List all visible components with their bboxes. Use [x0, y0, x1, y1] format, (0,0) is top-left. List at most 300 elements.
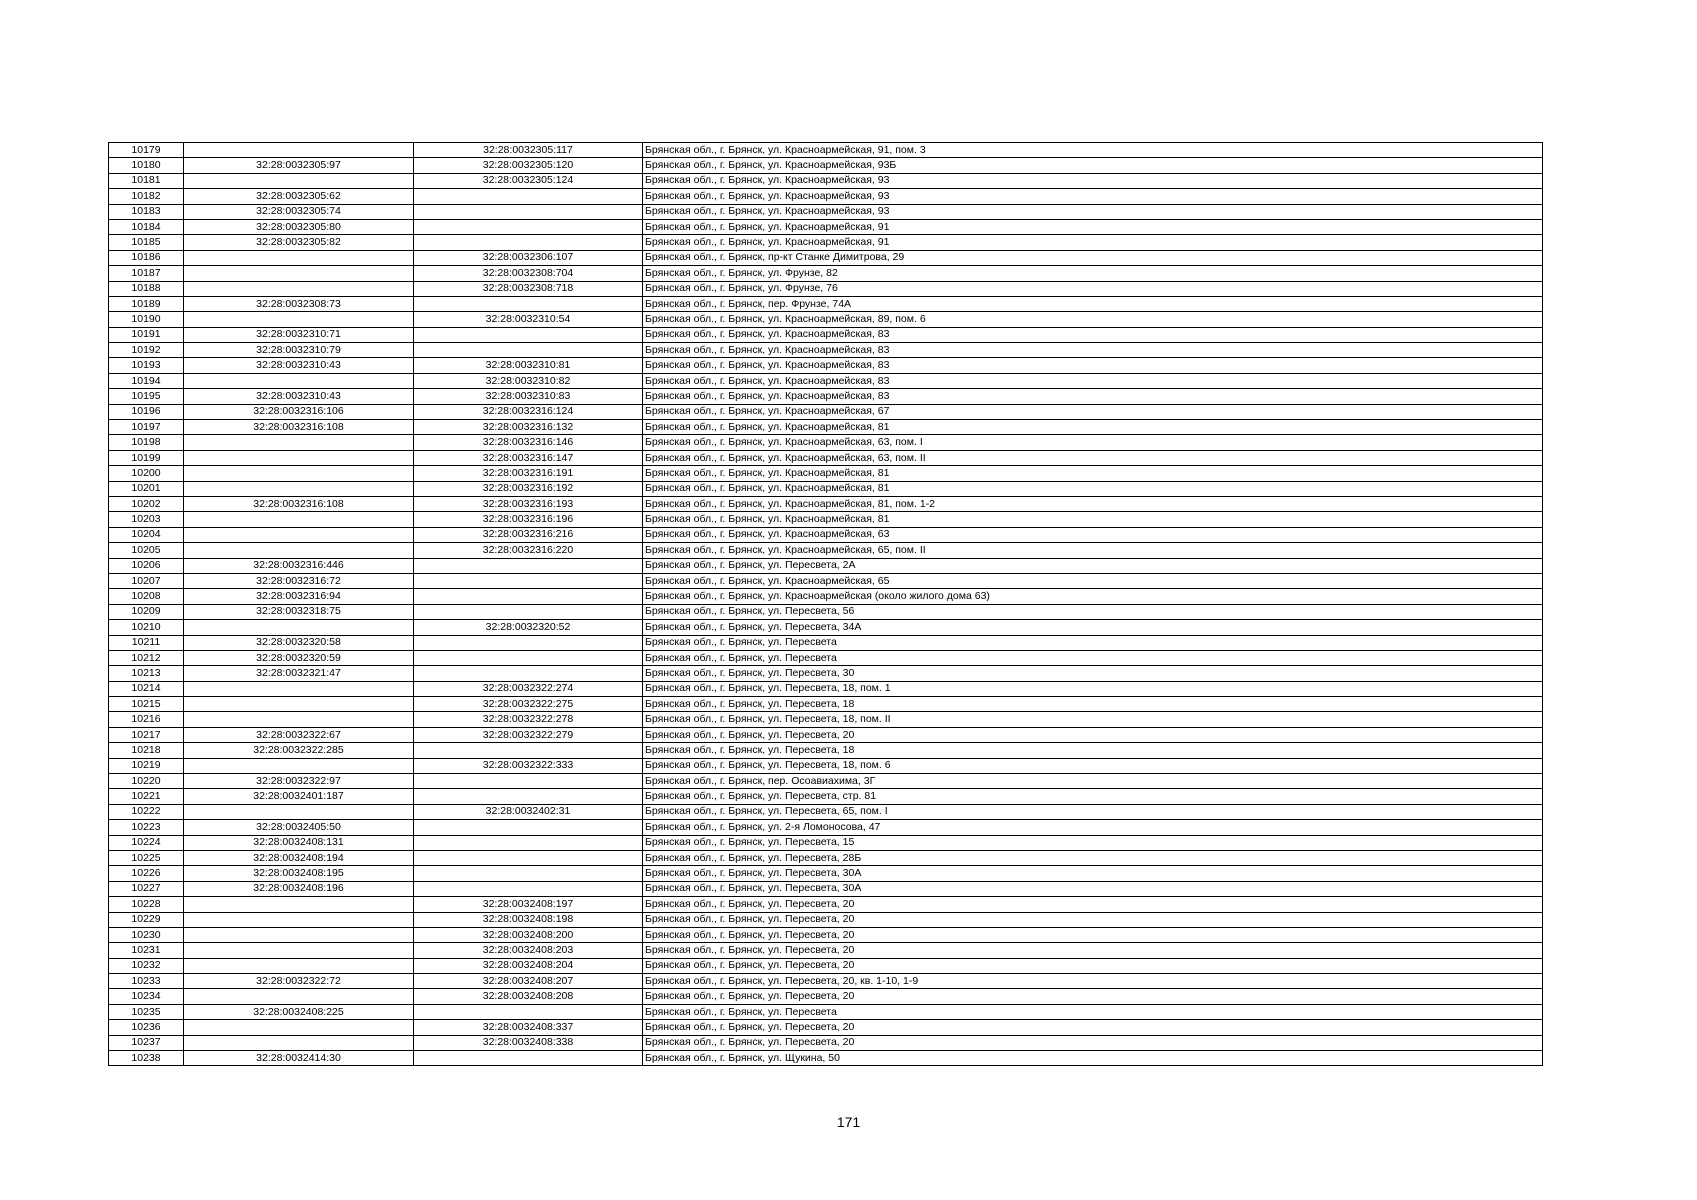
- address-cell: Брянская обл., г. Брянск, ул. Пересвета, 56: [643, 604, 1543, 619]
- row-number: 10221: [109, 789, 184, 804]
- table-row: [109, 589, 1543, 604]
- cadastral-number: 32:28:0032408:131: [184, 835, 414, 850]
- cadastral-number: 32:28:0032305:74: [184, 204, 414, 219]
- object-cadastral-number: [414, 650, 643, 665]
- address-cell: Брянская обл., г. Брянск, ул. Красноармейская, 63, пом. II: [643, 450, 1543, 465]
- row-number: 10180: [109, 158, 184, 173]
- table-row: [109, 897, 1543, 912]
- row-number: 10211: [109, 635, 184, 650]
- object-cadastral-number: 32:28:0032320:52: [414, 620, 643, 635]
- cadastral-number: [184, 250, 414, 265]
- table-row: [109, 235, 1543, 250]
- object-cadastral-number: 32:28:0032408:204: [414, 958, 643, 973]
- table-row: [109, 1035, 1543, 1050]
- cadastral-number: [184, 697, 414, 712]
- row-number: 10196: [109, 404, 184, 419]
- cadastral-number: [184, 897, 414, 912]
- address-cell: Брянская обл., г. Брянск, ул. Красноармейская, 83: [643, 373, 1543, 388]
- object-cadastral-number: [414, 327, 643, 342]
- row-number: 10214: [109, 681, 184, 696]
- object-cadastral-number: [414, 189, 643, 204]
- cadastral-number: [184, 943, 414, 958]
- row-number: 10217: [109, 727, 184, 742]
- row-number: 10223: [109, 820, 184, 835]
- row-number: 10189: [109, 296, 184, 311]
- table-row: [109, 989, 1543, 1004]
- object-cadastral-number: 32:28:0032310:83: [414, 389, 643, 404]
- table-row: [109, 173, 1543, 188]
- address-cell: Брянская обл., г. Брянск, ул. Красноармейская, 81: [643, 512, 1543, 527]
- row-number: 10188: [109, 281, 184, 296]
- row-number: 10233: [109, 974, 184, 989]
- address-cell: Брянская обл., г. Брянск, ул. Пересвета, 65, пом. I: [643, 804, 1543, 819]
- address-cell: Брянская обл., г. Брянск, ул. Красноармейская, 67: [643, 404, 1543, 419]
- object-cadastral-number: [414, 881, 643, 896]
- cadastral-number: [184, 712, 414, 727]
- address-cell: Брянская обл., г. Брянск, ул. Фрунзе, 76: [643, 281, 1543, 296]
- row-number: 10231: [109, 943, 184, 958]
- table-row: [109, 481, 1543, 496]
- object-cadastral-number: [414, 589, 643, 604]
- table-row: [109, 820, 1543, 835]
- cadastral-number: [184, 527, 414, 542]
- object-cadastral-number: 32:28:0032408:337: [414, 1020, 643, 1035]
- cadastral-number: 32:28:0032316:106: [184, 404, 414, 419]
- row-number: 10216: [109, 712, 184, 727]
- object-cadastral-number: 32:28:0032310:54: [414, 312, 643, 327]
- row-number: 10222: [109, 804, 184, 819]
- object-cadastral-number: 32:28:0032305:117: [414, 143, 643, 158]
- address-cell: Брянская обл., г. Брянск, ул. Красноармейская, 81: [643, 481, 1543, 496]
- table-row: [109, 881, 1543, 896]
- cadastral-number: 32:28:0032320:59: [184, 650, 414, 665]
- cadastral-number: 32:28:0032322:285: [184, 743, 414, 758]
- row-number: 10215: [109, 697, 184, 712]
- address-cell: Брянская обл., г. Брянск, ул. Пересвета, 20: [643, 897, 1543, 912]
- table-row: [109, 943, 1543, 958]
- table-row: [109, 266, 1543, 281]
- cadastral-number: 32:28:0032318:75: [184, 604, 414, 619]
- row-number: 10226: [109, 866, 184, 881]
- address-cell: Брянская обл., г. Брянск, ул. Пересвета, 34А: [643, 620, 1543, 635]
- table-row: [109, 373, 1543, 388]
- address-cell: Брянская обл., г. Брянск, ул. Пересвета, 20: [643, 912, 1543, 927]
- cadastral-number: 32:28:0032305:97: [184, 158, 414, 173]
- address-cell: Брянская обл., г. Брянск, ул. Красноармейская, 93: [643, 173, 1543, 188]
- object-cadastral-number: 32:28:0032408:200: [414, 927, 643, 942]
- cadastral-number: 32:28:0032408:195: [184, 866, 414, 881]
- row-number: 10187: [109, 266, 184, 281]
- table-row: [109, 727, 1543, 742]
- object-cadastral-number: 32:28:0032305:124: [414, 173, 643, 188]
- table-row: [109, 420, 1543, 435]
- row-number: 10219: [109, 758, 184, 773]
- cadastral-number: 32:28:0032316:72: [184, 573, 414, 588]
- row-number: 10208: [109, 589, 184, 604]
- table-row: [109, 635, 1543, 650]
- object-cadastral-number: 32:28:0032408:203: [414, 943, 643, 958]
- table-row: [109, 466, 1543, 481]
- cadastral-number: 32:28:0032322:72: [184, 974, 414, 989]
- row-number: 10238: [109, 1051, 184, 1066]
- address-cell: Брянская обл., г. Брянск, ул. Пересвета, 20: [643, 989, 1543, 1004]
- address-cell: Брянская обл., г. Брянск, ул. Пересвета, 30: [643, 666, 1543, 681]
- table-row: [109, 758, 1543, 773]
- address-cell: Брянская обл., г. Брянск, ул. Пересвета, 18, пом. II: [643, 712, 1543, 727]
- object-cadastral-number: 32:28:0032316:192: [414, 481, 643, 496]
- address-cell: Брянская обл., г. Брянск, ул. Фрунзе, 82: [643, 266, 1543, 281]
- cadastral-number: [184, 804, 414, 819]
- cadastral-number: [184, 912, 414, 927]
- table-row: [109, 450, 1543, 465]
- table-row: [109, 789, 1543, 804]
- object-cadastral-number: 32:28:0032322:275: [414, 697, 643, 712]
- table-row: [109, 327, 1543, 342]
- object-cadastral-number: 32:28:0032308:718: [414, 281, 643, 296]
- table-row: [109, 281, 1543, 296]
- table-row: [109, 204, 1543, 219]
- cadastral-number: 32:28:0032408:194: [184, 850, 414, 865]
- table-row: [109, 604, 1543, 619]
- row-number: 10191: [109, 327, 184, 342]
- cadastral-number: 32:28:0032322:67: [184, 727, 414, 742]
- address-cell: Брянская обл., г. Брянск, ул. Красноармейская, 83: [643, 389, 1543, 404]
- address-cell: Брянская обл., г. Брянск, ул. Красноармейская, 83: [643, 327, 1543, 342]
- cadastral-number: 32:28:0032316:108: [184, 496, 414, 511]
- object-cadastral-number: [414, 774, 643, 789]
- cadastral-number: [184, 758, 414, 773]
- row-number: 10203: [109, 512, 184, 527]
- row-number: 10207: [109, 573, 184, 588]
- cadastral-number: 32:28:0032316:94: [184, 589, 414, 604]
- address-cell: Брянская обл., г. Брянск, ул. Пересвета, 20: [643, 1035, 1543, 1050]
- address-cell: Брянская обл., г. Брянск, ул. Пересвета, 2А: [643, 558, 1543, 573]
- address-cell: Брянская обл., г. Брянск, ул. Красноармейская, 91: [643, 235, 1543, 250]
- table-row: [109, 312, 1543, 327]
- address-cell: Брянская обл., г. Брянск, ул. Пересвета, 20: [643, 727, 1543, 742]
- object-cadastral-number: [414, 820, 643, 835]
- table-row: [109, 189, 1543, 204]
- address-cell: Брянская обл., г. Брянск, пр-кт Станке Димитрова, 29: [643, 250, 1543, 265]
- table-row: [109, 1020, 1543, 1035]
- object-cadastral-number: 32:28:0032316:124: [414, 404, 643, 419]
- address-cell: Брянская обл., г. Брянск, ул. Красноармейская, 81: [643, 420, 1543, 435]
- address-cell: Брянская обл., г. Брянск, ул. Красноармейская, 93Б: [643, 158, 1543, 173]
- cadastral-number: 32:28:0032316:446: [184, 558, 414, 573]
- row-number: 10206: [109, 558, 184, 573]
- object-cadastral-number: [414, 219, 643, 234]
- row-number: 10185: [109, 235, 184, 250]
- address-cell: Брянская обл., г. Брянск, ул. Пересвета, стр. 81: [643, 789, 1543, 804]
- table-row: [109, 219, 1543, 234]
- object-cadastral-number: 32:28:0032316:220: [414, 543, 643, 558]
- object-cadastral-number: [414, 204, 643, 219]
- row-number: 10192: [109, 343, 184, 358]
- address-cell: Брянская обл., г. Брянск, ул. Красноармейская, 83: [643, 358, 1543, 373]
- address-cell: Брянская обл., г. Брянск, ул. Пересвета, 18, пом. 6: [643, 758, 1543, 773]
- cadastral-number: 32:28:0032305:62: [184, 189, 414, 204]
- row-number: 10236: [109, 1020, 184, 1035]
- object-cadastral-number: [414, 1004, 643, 1019]
- object-cadastral-number: 32:28:0032316:196: [414, 512, 643, 527]
- table-row: [109, 912, 1543, 927]
- object-cadastral-number: [414, 850, 643, 865]
- table-row: [109, 681, 1543, 696]
- row-number: 10230: [109, 927, 184, 942]
- address-cell: Брянская обл., г. Брянск, ул. Красноармейская, 81: [643, 466, 1543, 481]
- cadastral-number: 32:28:0032405:50: [184, 820, 414, 835]
- row-number: 10210: [109, 620, 184, 635]
- object-cadastral-number: 32:28:0032322:274: [414, 681, 643, 696]
- object-cadastral-number: [414, 743, 643, 758]
- address-cell: Брянская обл., г. Брянск, ул. Красноармейская, 93: [643, 204, 1543, 219]
- row-number: 10228: [109, 897, 184, 912]
- cadastral-number: [184, 1035, 414, 1050]
- row-number: 10186: [109, 250, 184, 265]
- table-row: [109, 804, 1543, 819]
- cadastral-number: 32:28:0032310:43: [184, 358, 414, 373]
- address-cell: Брянская обл., г. Брянск, ул. Пересвета, 20: [643, 958, 1543, 973]
- object-cadastral-number: 32:28:0032408:198: [414, 912, 643, 927]
- table-row: [109, 558, 1543, 573]
- row-number: 10225: [109, 850, 184, 865]
- page-number: 171: [836, 1114, 861, 1130]
- cadastral-number: [184, 266, 414, 281]
- table-row: [109, 974, 1543, 989]
- object-cadastral-number: 32:28:0032308:704: [414, 266, 643, 281]
- row-number: 10224: [109, 835, 184, 850]
- row-number: 10209: [109, 604, 184, 619]
- cadastral-number: [184, 281, 414, 296]
- object-cadastral-number: [414, 235, 643, 250]
- table-row: [109, 158, 1543, 173]
- row-number: 10237: [109, 1035, 184, 1050]
- row-number: 10213: [109, 666, 184, 681]
- cadastral-number: 32:28:0032310:43: [184, 389, 414, 404]
- table-row: [109, 296, 1543, 311]
- row-number: 10184: [109, 219, 184, 234]
- cadastral-number: [184, 435, 414, 450]
- cadastral-table: [108, 142, 1543, 1066]
- cadastral-number: 32:28:0032401:187: [184, 789, 414, 804]
- table-row: [109, 435, 1543, 450]
- object-cadastral-number: [414, 343, 643, 358]
- address-cell: Брянская обл., г. Брянск, ул. 2-я Ломоносова, 47: [643, 820, 1543, 835]
- address-cell: Брянская обл., г. Брянск, ул. Красноармейская (около жилого дома 63): [643, 589, 1543, 604]
- address-cell: Брянская обл., г. Брянск, ул. Пересвета, 20: [643, 1020, 1543, 1035]
- row-number: 10181: [109, 173, 184, 188]
- cadastral-number: [184, 620, 414, 635]
- object-cadastral-number: [414, 296, 643, 311]
- row-number: 10194: [109, 373, 184, 388]
- address-cell: Брянская обл., г. Брянск, ул. Пересвета: [643, 1004, 1543, 1019]
- address-cell: Брянская обл., г. Брянск, ул. Пересвета, 28Б: [643, 850, 1543, 865]
- cadastral-number: [184, 373, 414, 388]
- address-cell: Брянская обл., г. Брянск, ул. Красноармейская, 83: [643, 343, 1543, 358]
- cadastral-number: 32:28:0032310:71: [184, 327, 414, 342]
- object-cadastral-number: [414, 835, 643, 850]
- table-row: [109, 712, 1543, 727]
- address-cell: Брянская обл., г. Брянск, ул. Красноармейская, 81, пом. 1-2: [643, 496, 1543, 511]
- address-cell: Брянская обл., г. Брянск, ул. Пересвета, 20, кв. 1-10, 1-9: [643, 974, 1543, 989]
- row-number: 10193: [109, 358, 184, 373]
- table-row: [109, 850, 1543, 865]
- object-cadastral-number: 32:28:0032408:338: [414, 1035, 643, 1050]
- cadastral-number: 32:28:0032320:58: [184, 635, 414, 650]
- address-cell: Брянская обл., г. Брянск, пер. Осоавиахима, 3Г: [643, 774, 1543, 789]
- table-row: [109, 1051, 1543, 1066]
- object-cadastral-number: 32:28:0032305:120: [414, 158, 643, 173]
- address-cell: Брянская обл., г. Брянск, ул. Пересвета: [643, 635, 1543, 650]
- row-number: 10200: [109, 466, 184, 481]
- cadastral-number: [184, 450, 414, 465]
- address-cell: Брянская обл., г. Брянск, ул. Пересвета, 18, пом. 1: [643, 681, 1543, 696]
- table-row: [109, 666, 1543, 681]
- address-cell: Брянская обл., г. Брянск, ул. Пересвета, 18: [643, 743, 1543, 758]
- cadastral-number: 32:28:0032321:47: [184, 666, 414, 681]
- row-number: 10179: [109, 143, 184, 158]
- row-number: 10234: [109, 989, 184, 1004]
- table-row: [109, 650, 1543, 665]
- cadastral-number: 32:28:0032322:97: [184, 774, 414, 789]
- address-cell: Брянская обл., г. Брянск, ул. Красноармейская, 65, пом. II: [643, 543, 1543, 558]
- table-row: [109, 389, 1543, 404]
- object-cadastral-number: 32:28:0032408:208: [414, 989, 643, 1004]
- object-cadastral-number: 32:28:0032402:31: [414, 804, 643, 819]
- table-row: [109, 927, 1543, 942]
- cadastral-number: 32:28:0032414:30: [184, 1051, 414, 1066]
- cadastral-number: [184, 143, 414, 158]
- cadastral-number: [184, 958, 414, 973]
- object-cadastral-number: 32:28:0032322:333: [414, 758, 643, 773]
- object-cadastral-number: 32:28:0032316:216: [414, 527, 643, 542]
- table-row: [109, 573, 1543, 588]
- table-row: [109, 143, 1543, 158]
- cadastral-number: 32:28:0032305:82: [184, 235, 414, 250]
- object-cadastral-number: 32:28:0032322:278: [414, 712, 643, 727]
- row-number: 10195: [109, 389, 184, 404]
- address-cell: Брянская обл., г. Брянск, ул. Красноармейская, 93: [643, 189, 1543, 204]
- row-number: 10212: [109, 650, 184, 665]
- row-number: 10190: [109, 312, 184, 327]
- object-cadastral-number: 32:28:0032408:207: [414, 974, 643, 989]
- cadastral-number: 32:28:0032408:225: [184, 1004, 414, 1019]
- table-row: [109, 866, 1543, 881]
- table-row: [109, 404, 1543, 419]
- table-row: [109, 543, 1543, 558]
- cadastral-number: 32:28:0032316:108: [184, 420, 414, 435]
- row-number: 10197: [109, 420, 184, 435]
- object-cadastral-number: 32:28:0032316:147: [414, 450, 643, 465]
- cadastral-number: [184, 681, 414, 696]
- row-number: 10204: [109, 527, 184, 542]
- address-cell: Брянская обл., г. Брянск, ул. Пересвета, 30А: [643, 881, 1543, 896]
- row-number: 10205: [109, 543, 184, 558]
- table-row: [109, 1004, 1543, 1019]
- object-cadastral-number: [414, 866, 643, 881]
- cadastral-number: [184, 927, 414, 942]
- row-number: 10232: [109, 958, 184, 973]
- table-row: [109, 958, 1543, 973]
- address-cell: Брянская обл., г. Брянск, ул. Красноармейская, 65: [643, 573, 1543, 588]
- object-cadastral-number: 32:28:0032310:82: [414, 373, 643, 388]
- address-cell: Брянская обл., г. Брянск, ул. Пересвета, 15: [643, 835, 1543, 850]
- address-cell: Брянская обл., г. Брянск, ул. Пересвета, 20: [643, 927, 1543, 942]
- row-number: 10229: [109, 912, 184, 927]
- address-cell: Брянская обл., г. Брянск, пер. Фрунзе, 74А: [643, 296, 1543, 311]
- row-number: 10218: [109, 743, 184, 758]
- address-cell: Брянская обл., г. Брянск, ул. Красноармейская, 63: [643, 527, 1543, 542]
- table-body: [109, 143, 1543, 1066]
- address-cell: Брянская обл., г. Брянск, ул. Щукина, 50: [643, 1051, 1543, 1066]
- table-row: [109, 620, 1543, 635]
- cadastral-number: [184, 466, 414, 481]
- object-cadastral-number: 32:28:0032316:193: [414, 496, 643, 511]
- cadastral-number: [184, 543, 414, 558]
- object-cadastral-number: [414, 789, 643, 804]
- address-cell: Брянская обл., г. Брянск, ул. Пересвета: [643, 650, 1543, 665]
- cadastral-number: 32:28:0032408:196: [184, 881, 414, 896]
- table-row: [109, 527, 1543, 542]
- object-cadastral-number: 32:28:0032316:132: [414, 420, 643, 435]
- row-number: 10199: [109, 450, 184, 465]
- cadastral-number: [184, 512, 414, 527]
- table-row: [109, 697, 1543, 712]
- address-cell: Брянская обл., г. Брянск, ул. Пересвета, 30А: [643, 866, 1543, 881]
- object-cadastral-number: [414, 573, 643, 588]
- row-number: 10202: [109, 496, 184, 511]
- cadastral-number: 32:28:0032308:73: [184, 296, 414, 311]
- row-number: 10198: [109, 435, 184, 450]
- table-row: [109, 774, 1543, 789]
- table-row: [109, 496, 1543, 511]
- address-cell: Брянская обл., г. Брянск, ул. Красноармейская, 63, пом. I: [643, 435, 1543, 450]
- object-cadastral-number: [414, 635, 643, 650]
- object-cadastral-number: [414, 666, 643, 681]
- object-cadastral-number: [414, 558, 643, 573]
- table-row: [109, 343, 1543, 358]
- object-cadastral-number: [414, 1051, 643, 1066]
- cadastral-number: [184, 173, 414, 188]
- cadastral-number: [184, 312, 414, 327]
- address-cell: Брянская обл., г. Брянск, ул. Пересвета, 20: [643, 943, 1543, 958]
- row-number: 10235: [109, 1004, 184, 1019]
- row-number: 10227: [109, 881, 184, 896]
- address-cell: Брянская обл., г. Брянск, ул. Красноармейская, 89, пом. 6: [643, 312, 1543, 327]
- address-cell: Брянская обл., г. Брянск, ул. Пересвета, 18: [643, 697, 1543, 712]
- object-cadastral-number: 32:28:0032408:197: [414, 897, 643, 912]
- table-row: [109, 743, 1543, 758]
- table-row: [109, 835, 1543, 850]
- address-cell: Брянская обл., г. Брянск, ул. Красноармейская, 91: [643, 219, 1543, 234]
- object-cadastral-number: [414, 604, 643, 619]
- table-row: [109, 358, 1543, 373]
- cadastral-number: [184, 481, 414, 496]
- object-cadastral-number: 32:28:0032316:146: [414, 435, 643, 450]
- object-cadastral-number: 32:28:0032306:107: [414, 250, 643, 265]
- row-number: 10201: [109, 481, 184, 496]
- row-number: 10183: [109, 204, 184, 219]
- cadastral-number: [184, 989, 414, 1004]
- table-row: [109, 512, 1543, 527]
- cadastral-number: 32:28:0032310:79: [184, 343, 414, 358]
- row-number: 10182: [109, 189, 184, 204]
- cadastral-number: [184, 1020, 414, 1035]
- cadastral-number: 32:28:0032305:80: [184, 219, 414, 234]
- row-number: 10220: [109, 774, 184, 789]
- object-cadastral-number: 32:28:0032322:279: [414, 727, 643, 742]
- table-row: [109, 250, 1543, 265]
